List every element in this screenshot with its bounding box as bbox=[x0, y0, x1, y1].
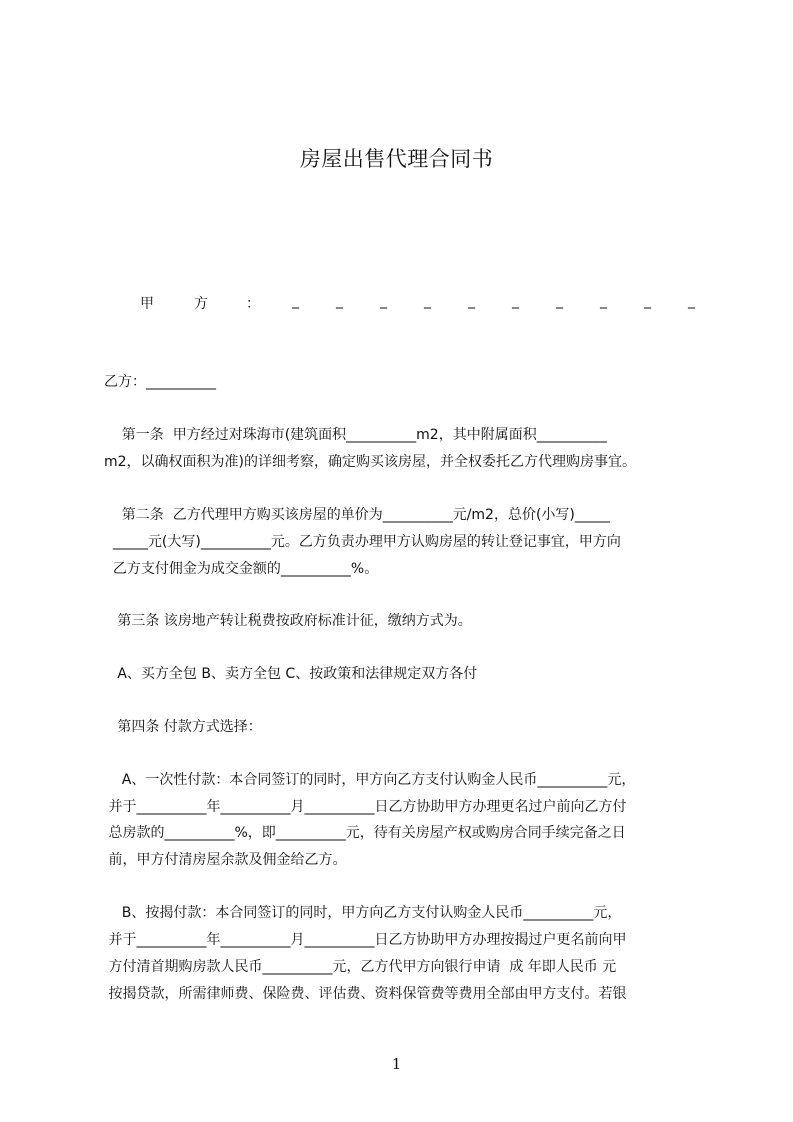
party-a-blank: _ bbox=[424, 293, 431, 309]
page-title: 房屋出售代理合同书 bbox=[299, 147, 494, 171]
payment-a-line-3: 总房款的__________%，即__________元，待有关房屋产权或购房合同手续完备之日 bbox=[104, 825, 626, 841]
article-1-line-2: m2，以确权面积为准)的详细考察，确定购买该房屋，并全权委托乙方代理购房事宜。 bbox=[104, 454, 637, 470]
article-2-line-1: 第二条 乙方代理甲方购买该房屋的单价为__________元/m2，总价(小写)_____ bbox=[104, 507, 610, 523]
party-a-blank: _ bbox=[600, 293, 607, 309]
article-3-line: 第三条 该房地产转让税费按政府标准计征，缴纳方式为。 bbox=[104, 613, 472, 629]
payment-b-line-4: 按揭贷款，所需律师费、保险费、评估费、资料保管费等费用全部由甲方支付。若银 bbox=[104, 986, 627, 1002]
party-a-label-char-2: 方 bbox=[194, 296, 208, 312]
payment-a-line-4: 前，甲方付清房屋余款及佣金给乙方。 bbox=[104, 852, 347, 868]
article-2-line-2: _____元(大写)__________元。乙方负责办理甲方认购房屋的转让登记事宜，甲方向 bbox=[104, 534, 621, 550]
party-a-blank: _ bbox=[688, 293, 695, 309]
party-a-blank: _ bbox=[556, 293, 563, 309]
payment-b-line-2: 并于__________年__________月__________日乙方协助甲方办理按揭过户更名前向甲 bbox=[104, 932, 627, 948]
party-a-blank: _ bbox=[292, 293, 299, 309]
article-1-line-1: 第一条 甲方经过对珠海市(建筑面积__________m2，其中附属面积__________ bbox=[104, 427, 607, 443]
payment-b-line-3: 方付清首期购房款人民币__________元，乙方代甲方向银行申请 成 年即人民币 元 bbox=[104, 959, 617, 975]
party-a-blank: _ bbox=[380, 293, 387, 309]
payment-a-line-2: 并于__________年__________月__________日乙方协助甲方办理更名过户前向乙方付 bbox=[104, 799, 627, 815]
page-number: 1 bbox=[391, 1055, 402, 1073]
article-4-line: 第四条 付款方式选择： bbox=[104, 719, 262, 735]
payment-a-line-1: A、一次性付款：本合同签订的同时，甲方向乙方支付认购金人民币__________元， bbox=[104, 772, 636, 788]
payment-b-line-1: B、按揭付款：本合同签订的同时，甲方向乙方支付认购金人民币__________元， bbox=[104, 905, 622, 921]
party-b-line: 乙方：__________ bbox=[104, 374, 216, 390]
article-2-line-3: 乙方支付佣金为成交金额的__________%。 bbox=[104, 561, 379, 577]
party-a-blank: _ bbox=[336, 293, 343, 309]
party-a-label-char-1: 甲 bbox=[140, 296, 154, 312]
party-a-blank: _ bbox=[468, 293, 475, 309]
party-a-blank: _ bbox=[512, 293, 519, 309]
tax-options-line: A、买方全包 B、卖方全包 C、按政策和法律规定双方各付 bbox=[104, 666, 478, 682]
party-a-line bbox=[104, 293, 704, 317]
party-a-colon: ： bbox=[246, 296, 260, 312]
party-a-blank: _ bbox=[644, 293, 651, 309]
